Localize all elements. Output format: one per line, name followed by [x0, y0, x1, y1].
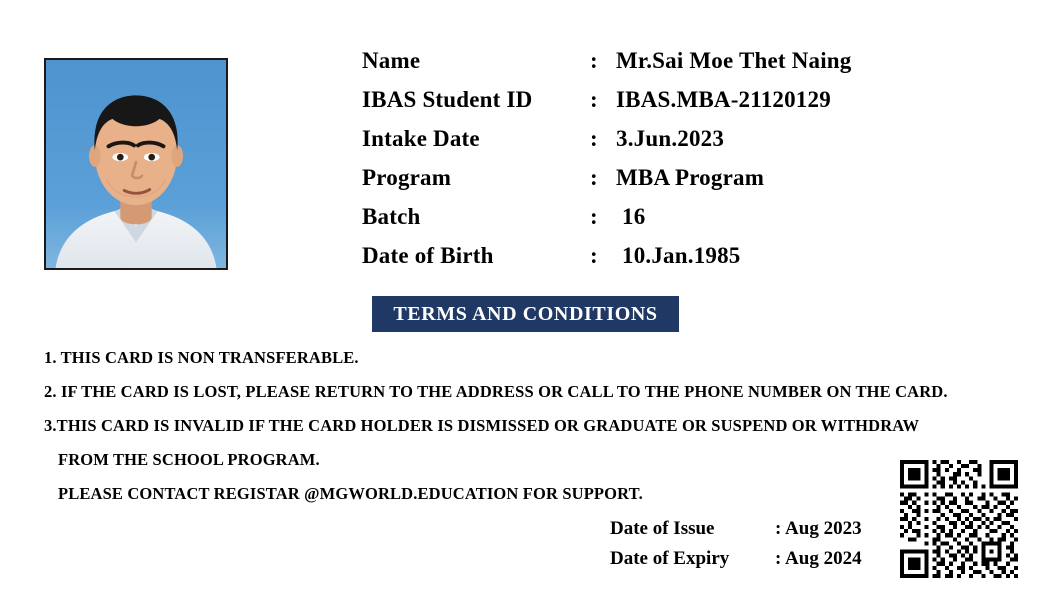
detail-value-name: Mr.Sai Moe Thet Naing [616, 48, 852, 73]
term-line: FROM THE SCHOOL PROGRAM. [58, 450, 320, 469]
detail-label-date-of-birth: Date of Birth [362, 243, 494, 268]
detail-row [362, 243, 982, 282]
detail-value-program: MBA Program [616, 165, 765, 190]
date-of-issue-label: Date of Issue [610, 518, 715, 539]
detail-label-student-id: IBAS Student ID [362, 87, 533, 112]
term-line: 2. IF THE CARD IS LOST, PLEASE RETURN TO THE ADDRESS OR CALL TO THE PHONE NUMBER ON THE CARD. [44, 382, 948, 401]
student-details [362, 48, 982, 282]
detail-label-intake-date: Intake Date [362, 126, 480, 151]
student-photo [44, 58, 228, 270]
detail-value-student-id: IBAS.MBA-21120129 [616, 87, 831, 112]
detail-row [362, 204, 982, 243]
detail-row [362, 126, 982, 165]
issue-dates [610, 518, 900, 578]
detail-row [362, 165, 982, 204]
detail-separator: : [590, 204, 598, 229]
detail-separator: : [590, 243, 598, 268]
qr-code [900, 460, 1018, 578]
detail-separator: : [590, 87, 598, 112]
date-of-expiry-label: Date of Expiry [610, 548, 730, 569]
detail-separator: : [590, 165, 598, 190]
date-of-expiry-row [610, 548, 900, 578]
detail-label-program: Program [362, 165, 452, 190]
date-of-issue-value: : Aug 2023 [775, 518, 862, 539]
detail-label-batch: Batch [362, 204, 421, 229]
terms-and-conditions-banner: TERMS AND CONDITIONS [372, 296, 679, 332]
student-photo-image [46, 60, 226, 268]
term-line-support-contact: PLEASE CONTACT REGISTAR @MGWORLD.EDUCATION FOR SUPPORT. [58, 484, 643, 503]
detail-label-name: Name [362, 48, 421, 73]
detail-row [362, 48, 982, 87]
detail-value-date-of-birth: 10.Jan.1985 [622, 243, 741, 268]
term-line: 1. THIS CARD IS NON TRANSFERABLE. [44, 348, 359, 367]
detail-separator: : [590, 48, 598, 73]
qr-code-image [900, 460, 1018, 578]
detail-row [362, 87, 982, 126]
date-of-expiry-value: : Aug 2024 [775, 548, 862, 569]
detail-value-batch: 16 [622, 204, 646, 229]
detail-value-intake-date: 3.Jun.2023 [616, 126, 725, 151]
date-of-issue-row [610, 518, 900, 548]
term-line: 3.THIS CARD IS INVALID IF THE CARD HOLDER IS DISMISSED OR GRADUATE OR SUSPEND OR WITHDRAW [44, 416, 920, 435]
terms-list [44, 341, 1014, 511]
detail-separator: : [590, 126, 598, 151]
